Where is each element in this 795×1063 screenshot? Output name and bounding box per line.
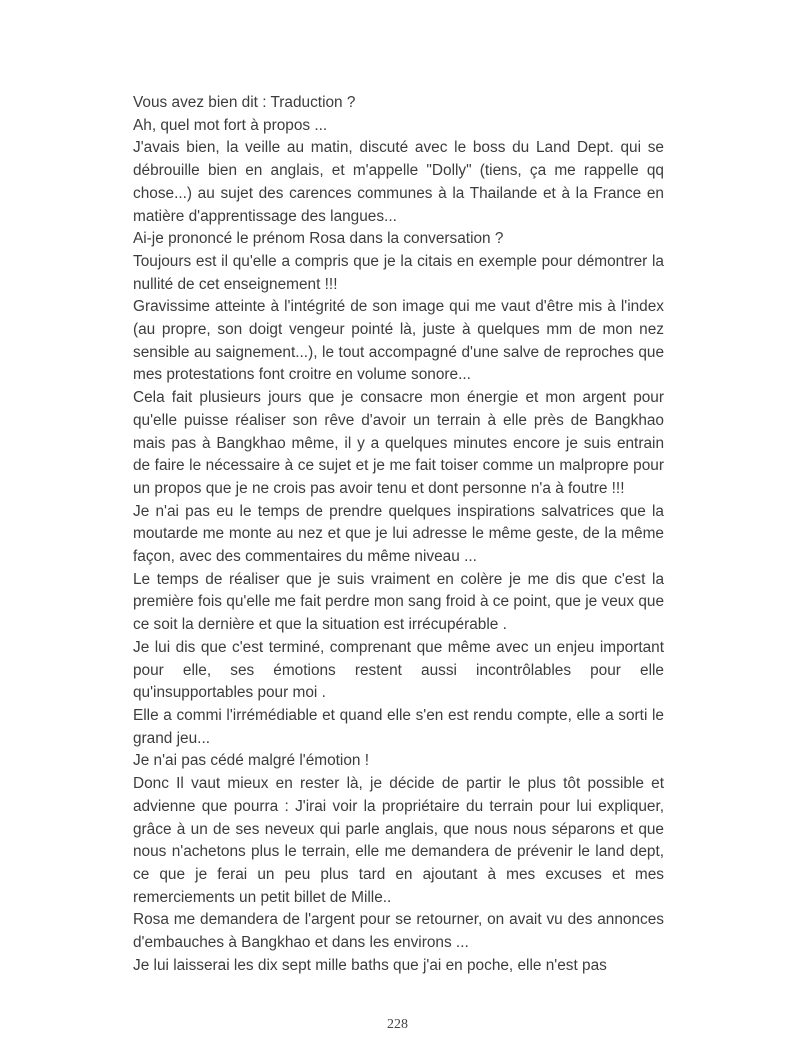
paragraph: Ai-je prononcé le prénom Rosa dans la conversation ? xyxy=(133,230,504,248)
paragraph: Ah, quel mot fort à propos ... xyxy=(133,116,328,134)
paragraph: Je n'ai pas eu le temps de prendre quelques inspirations salvatrices que la moutarde me monte au nez et que je lui adresse le même geste, de la même façon, avec des commentaires du même niveau ... xyxy=(133,502,664,566)
page-number: 228 xyxy=(387,1017,408,1032)
paragraph: Je lui dis que c'est terminé, comprenant que même avec un enjeu important pour elle, ses émotions restent aussi incontrôlables pour elle qu'insupportables pour moi . xyxy=(133,638,664,702)
paragraph: Toujours est il qu'elle a compris que je la citais en exemple pour démontrer la nullité de cet enseignement !!! xyxy=(133,252,664,293)
paragraph: Cela fait plusieurs jours que je consacre mon énergie et mon argent pour qu'elle puisse réaliser son rêve d'avoir un terrain à elle près de Bangkhao mais pas à Bangkhao même, il y a quelques minutes encore je suis entrain de faire le nécessaire à ce sujet et je me fait toiser comme un malpropre pour un propos que je ne crois pas avoir tenu et dont personne n'a à foutre !!! xyxy=(133,389,664,497)
paragraph: Je n'ai pas cédé malgré l'émotion ! xyxy=(133,752,370,770)
paragraph: Gravissime atteinte à l'intégrité de son image qui me vaut d'être mis à l'index (au propre, son doigt vengeur pointé là, juste à quelques mm de mon nez sensible au saignement...), le tout accompagné d'une salve de reproches que mes protestations font croitre en volume sonore... xyxy=(133,298,664,384)
paragraph: Donc Il vaut mieux en rester là, je décide de partir le plus tôt possible et advienne que pourra : J'irai voir la propriétaire du terrain pour lui expliquer, grâce à un de ses neveux qui parle anglais, que nous nous séparons et que nous n'achetons plus le terrain, elle me demandera de prévenir le land dept, ce que je ferai un peu plus tard en ajoutant à mes excuses et mes remerciements un petit billet de Mille.. xyxy=(133,775,664,906)
paragraph: Elle a commi l'irrémédiable et quand elle s'en est rendu compte, elle a sorti le grand jeu... xyxy=(133,706,664,747)
text-body xyxy=(133,92,664,977)
paragraph: Vous avez bien dit : Traduction ? xyxy=(133,94,356,111)
paragraph: Rosa me demandera de l'argent pour se retourner, on avait vu des annonces d'embauches à Bangkhao et dans les environs ... xyxy=(133,911,664,952)
paragraph: J'avais bien, la veille au matin, discuté avec le boss du Land Dept. qui se débrouille bien en anglais, et m'appelle "Dolly" (tiens, ça me rappelle qq chose...) au sujet des carences communes à la Thailande et à la France en matière d'apprentissage des langues... xyxy=(133,139,664,225)
paragraph: Le temps de réaliser que je suis vraiment en colère je me dis que c'est la première fois qu'elle me fait perdre mon sang froid à ce point, que je veux que ce soit la dernière et que la situation est irrécupérable . xyxy=(133,570,664,634)
paragraph: Je lui laisserai les dix sept mille baths que j'ai en poche, elle n'est pas xyxy=(133,956,607,974)
